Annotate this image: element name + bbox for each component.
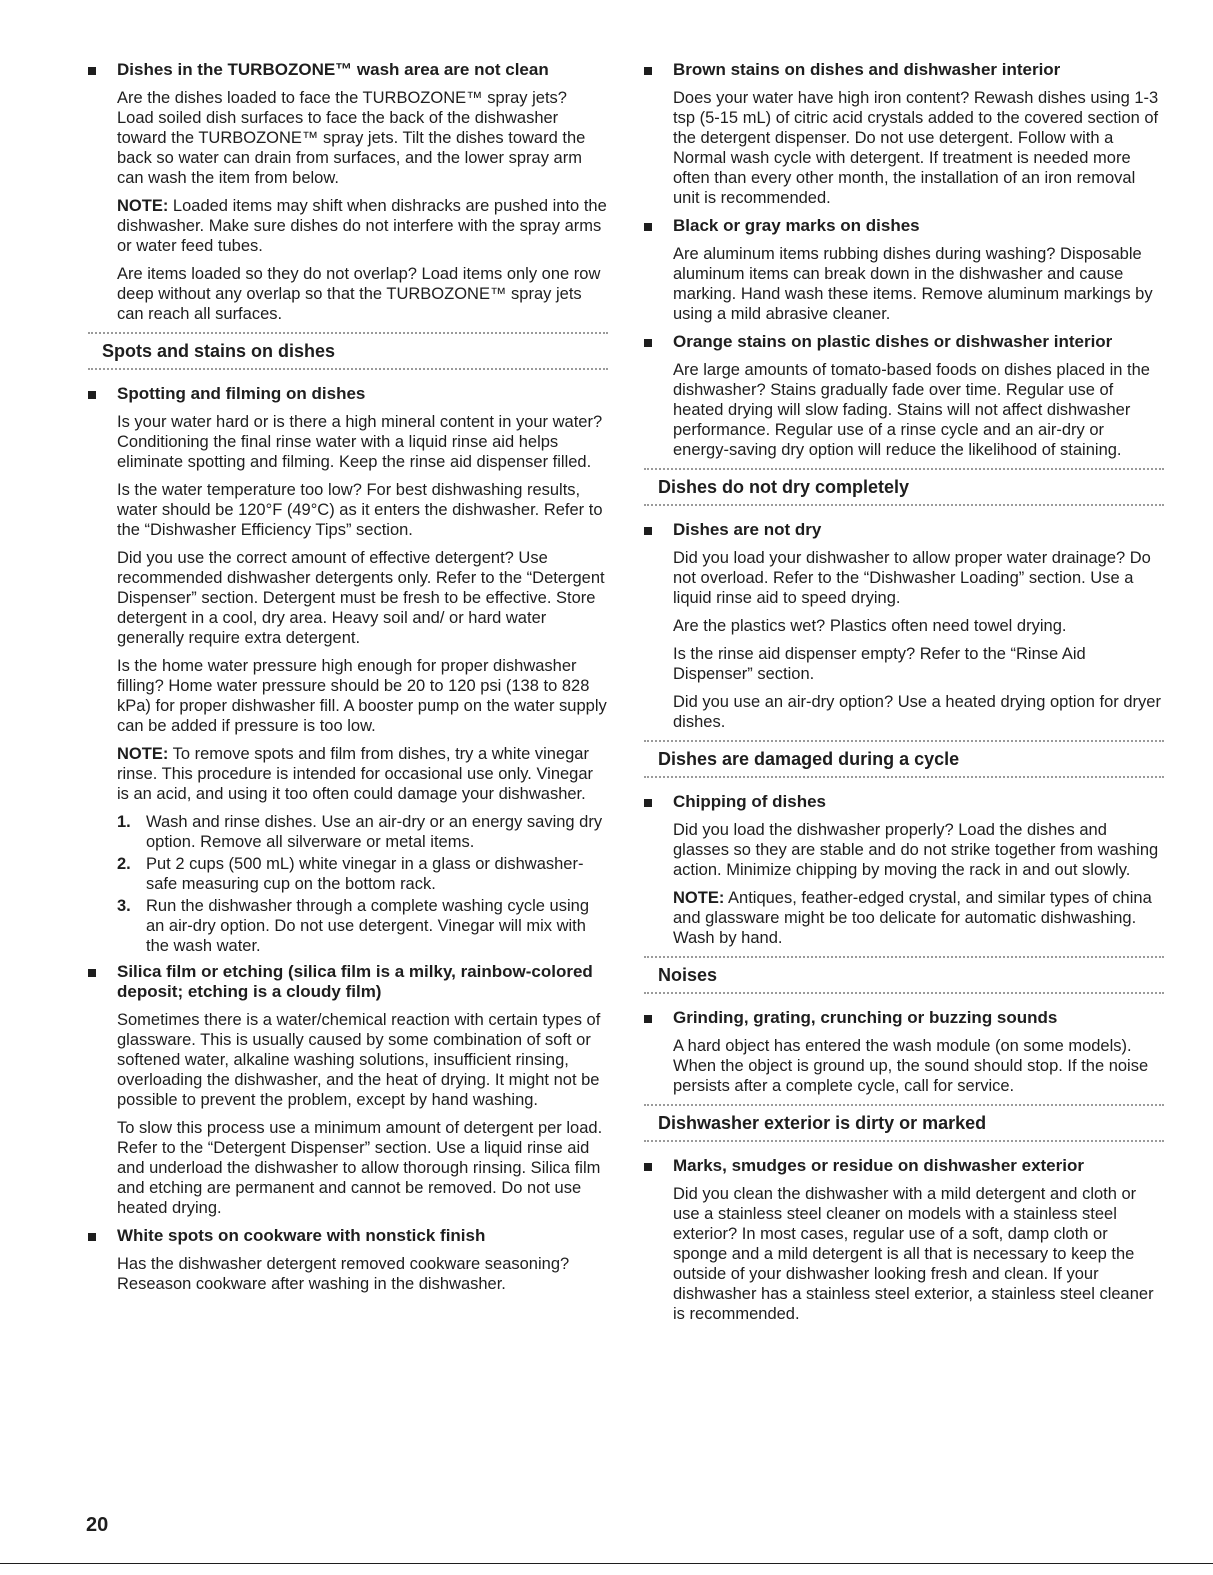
item-title: Brown stains on dishes and dishwasher interior	[673, 60, 1061, 79]
note-label: NOTE:	[673, 889, 725, 907]
note-text: Antiques, feather-edged crystal, and similar types of china and glassware might be too delicate for automatic dishwashing. Wash by hand.	[673, 889, 1152, 947]
paragraph: Did you use an air-dry option? Use a heated drying option for dryer dishes.	[673, 693, 1161, 731]
paragraph: Did you clean the dishwasher with a mild detergent and cloth or use a stainless steel cleaner on models with a stainless steel exterior? In most cases, regular use of a soft, damp cloth or sponge and a mild detergent is all that is necessary to keep the outside of your dishwasher looking fresh and clean. If your dishwasher has a stainless steel exterior, a stainless steel cleaner is recommended.	[673, 1185, 1154, 1323]
step-text: Run the dishwasher through a complete washing cycle using an air-dry option. Do not use detergent. Vinegar will mix with the wash water.	[146, 897, 590, 955]
paragraph: To slow this process use a minimum amount of detergent per load. Refer to the “Detergent Dispenser” section. Use a liquid rinse aid and underload the dishwasher to allow thorough rinsing. Silica film and etching are permanent and cannot be removed. Do not use heated drying.	[117, 1119, 603, 1217]
page-number: 20	[86, 1514, 109, 1536]
item-title: Orange stains on plastic dishes or dishwasher interior	[673, 332, 1113, 351]
troubleshooting-item-black-marks	[644, 216, 1164, 324]
troubleshooting-item-white-spots	[88, 1226, 608, 1294]
paragraph: Is the rinse aid dispenser empty? Refer to the “Rinse Aid Dispenser” section.	[673, 645, 1086, 683]
section-heading-damaged	[644, 740, 1164, 778]
step-item	[117, 854, 608, 894]
note-paragraph	[673, 888, 1164, 948]
paragraph: Are aluminum items rubbing dishes during washing? Disposable aluminum items can break down in the dishwasher and cause marking. Hand wash these items. Remove aluminum markings by using a mild abrasive cleaner.	[673, 245, 1153, 323]
item-title: White spots on cookware with nonstick finish	[117, 1226, 486, 1245]
bullet-icon	[644, 339, 652, 347]
bullet-icon	[644, 67, 652, 75]
paragraph: Are the plastics wet? Plastics often need towel drying.	[673, 617, 1067, 635]
bullet-icon	[88, 391, 96, 399]
item-title: Spotting and filming on dishes	[117, 384, 366, 403]
step-text: Wash and rinse dishes. Use an air-dry or an energy saving dry option. Remove all silverware or metal items.	[146, 813, 603, 851]
step-number: 2.	[117, 855, 131, 873]
bullet-icon	[644, 799, 652, 807]
dotted-rule	[644, 1140, 1164, 1142]
note-label: NOTE:	[117, 197, 169, 215]
bullet-icon	[88, 969, 96, 977]
item-title: Chipping of dishes	[673, 792, 826, 811]
item-title: Silica film or etching (silica film is a milky, rainbow-colored deposit; etching is a cloudy film)	[117, 962, 593, 1001]
section-heading-noises	[644, 956, 1164, 994]
bullet-icon	[644, 527, 652, 535]
note-paragraph	[117, 196, 608, 256]
dotted-rule	[644, 776, 1164, 778]
vinegar-steps-list	[117, 812, 608, 956]
left-column	[88, 60, 608, 1302]
paragraph: Has the dishwasher detergent removed cookware seasoning? Reseason cookware after washing in the dishwasher.	[117, 1255, 570, 1293]
section-title: Spots and stains on dishes	[102, 341, 336, 361]
bullet-icon	[644, 223, 652, 231]
section-heading-exterior	[644, 1104, 1164, 1142]
bullet-icon	[88, 1233, 96, 1241]
note-text: Loaded items may shift when dishracks are pushed into the dishwasher. Make sure dishes do not interfere with the spray arms or water feed tubes.	[117, 197, 607, 255]
paragraph: Did you load the dishwasher properly? Load the dishes and glasses so they are stable and do not strike together from washing action. Minimize chipping by moving the rack in and out slowly.	[673, 821, 1159, 879]
paragraph: Did you load your dishwasher to allow proper water drainage? Do not overload. Refer to the “Dishwasher Loading” section. Use a liquid rinse aid to speed drying.	[673, 549, 1151, 607]
paragraph: Are large amounts of tomato-based foods on dishes placed in the dishwasher? Stains gradually fade over time. Regular use of heated drying will slow fading. Stains will not affect dishwasher performance. Regular use of a rinse cycle and an air-dry or energy-saving dry option will reduce the likelihood of staining.	[673, 361, 1150, 459]
dotted-rule	[88, 368, 608, 370]
troubleshooting-item-orange-stains	[644, 332, 1164, 460]
paragraph: Sometimes there is a water/chemical reaction with certain types of glassware. This is usually caused by some combination of soft or softened water, alkaline washing solutions, insufficient rinsing, overloading the dishwasher, and the heat of drying. It might not be possible to prevent the problem, except by hand washing.	[117, 1011, 601, 1109]
step-item	[117, 812, 608, 852]
paragraph: A hard object has entered the wash module (on some models). When the object is ground up, the sound should stop. If the noise persists after a complete cycle, call for service.	[673, 1037, 1149, 1095]
section-title: Noises	[658, 965, 718, 985]
paragraph: Is your water hard or is there a high mineral content in your water? Conditioning the final rinse water with a liquid rinse aid helps eliminate spotting and filming. Keep the rinse aid dispenser filled.	[117, 413, 603, 471]
paragraph: Are the dishes loaded to face the TURBOZONE™ spray jets? Load soiled dish surfaces to face the back of the dishwasher toward the TURBOZONE™ spray jets. Tilt the dishes toward the back so water can drain from surfaces, and the lower spray arm can wash the item from below.	[117, 89, 586, 187]
step-item	[117, 896, 608, 956]
troubleshooting-item-chipping	[644, 792, 1164, 948]
paragraph: Does your water have high iron content? Rewash dishes using 1-3 tsp (5-15 mL) of citric acid crystals added to the covered section of the detergent dispenser. Do not use detergent. Follow with a Normal wash cycle with detergent. If treatment is needed more often than every other month, the installation of an iron removal unit is recommended.	[673, 89, 1159, 207]
step-text: Put 2 cups (500 mL) white vinegar in a glass or dishwasher-safe measuring cup on the bottom rack.	[146, 855, 584, 893]
footer-rule	[0, 1563, 1213, 1564]
bullet-icon	[644, 1015, 652, 1023]
item-title: Black or gray marks on dishes	[673, 216, 920, 235]
section-title: Dishes do not dry completely	[658, 477, 910, 497]
troubleshooting-item-brown-stains	[644, 60, 1164, 208]
item-title: Dishes in the TURBOZONE™ wash area are not clean	[117, 60, 549, 79]
note-label: NOTE:	[117, 745, 169, 763]
section-title: Dishes are damaged during a cycle	[658, 749, 960, 769]
step-number: 3.	[117, 897, 131, 915]
troubleshooting-item-silica-film	[88, 962, 608, 1218]
section-heading-spots	[88, 332, 608, 370]
paragraph: Did you use the correct amount of effective detergent? Use recommended dishwasher detergents only. Refer to the “Detergent Dispenser” section. Detergent must be fresh to be effective. Store detergent in a cool, dry area. Heavy soil and/ or hard water generally require extra detergent.	[117, 549, 605, 647]
item-title: Grinding, grating, crunching or buzzing sounds	[673, 1008, 1058, 1027]
note-paragraph	[117, 744, 608, 804]
bullet-icon	[88, 67, 96, 75]
note-text: To remove spots and film from dishes, try a white vinegar rinse. This procedure is intended for occasional use only. Vinegar is an acid, and using it too often could damage your dishwasher.	[117, 745, 594, 803]
troubleshooting-item-grinding	[644, 1008, 1164, 1096]
paragraph: Is the home water pressure high enough for proper dishwasher filling? Home water pressure should be 20 to 120 psi (138 to 828 kPa) for proper dishwasher fill. A booster pump on the water supply can be added if pressure is too low.	[117, 657, 607, 735]
dotted-rule	[644, 992, 1164, 994]
dotted-rule	[644, 504, 1164, 506]
troubleshooting-item-exterior-marks	[644, 1156, 1164, 1324]
troubleshooting-item-turbozone	[88, 60, 608, 324]
troubleshooting-item-not-dry	[644, 520, 1164, 732]
section-title: Dishwasher exterior is dirty or marked	[658, 1113, 987, 1133]
item-title: Marks, smudges or residue on dishwasher exterior	[673, 1156, 1084, 1175]
troubleshooting-item-spotting	[88, 384, 608, 956]
bullet-icon	[644, 1163, 652, 1171]
right-column	[644, 60, 1164, 1332]
item-title: Dishes are not dry	[673, 520, 822, 539]
paragraph: Are items loaded so they do not overlap? Load items only one row deep without any overlap so that the TURBOZONE™ spray jets can reach all surfaces.	[117, 265, 601, 323]
section-heading-not-dry	[644, 468, 1164, 506]
step-number: 1.	[117, 813, 131, 831]
paragraph: Is the water temperature too low? For best dishwashing results, water should be 120°F (49°C) as it enters the dishwasher. Refer to the “Dishwasher Efficiency Tips” section.	[117, 481, 603, 539]
